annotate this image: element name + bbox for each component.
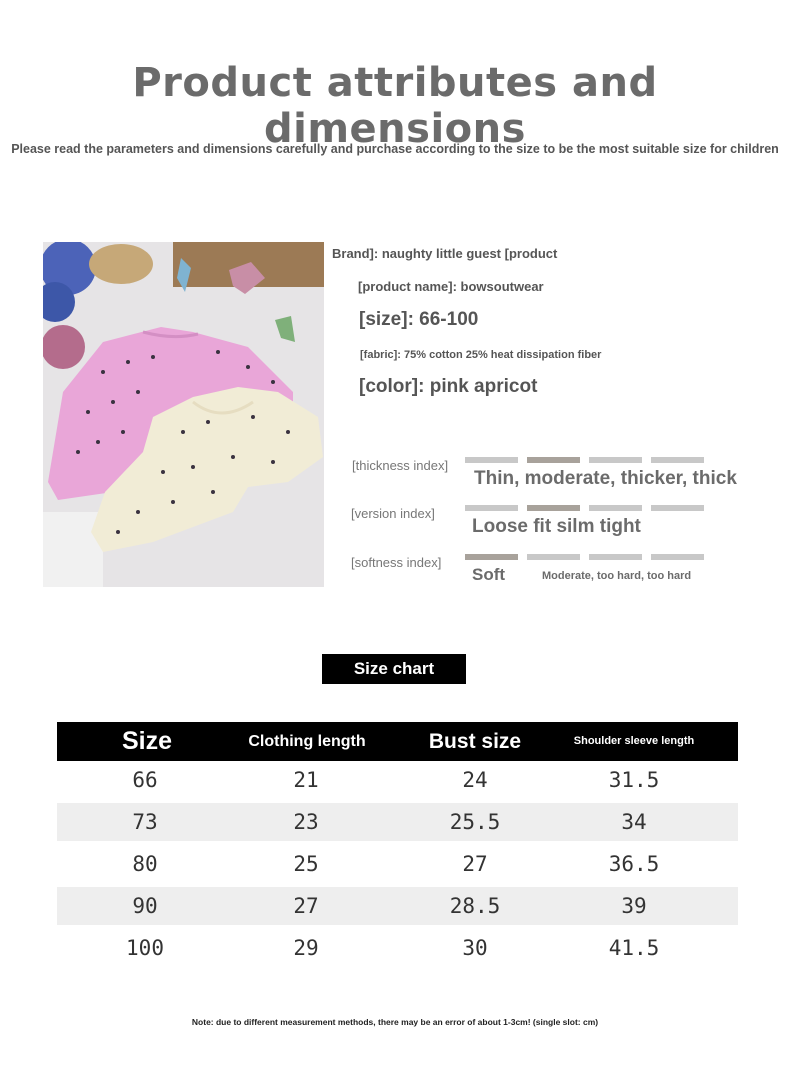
cell-clothing-length: 25: [293, 852, 319, 876]
header-clothing-length: Clothing length: [248, 733, 366, 750]
cell-bust-size: 28.5: [449, 894, 501, 918]
cell-size: 66: [132, 768, 158, 792]
softness-index-secondary: Moderate, too hard, too hard: [542, 570, 692, 582]
cell-shoulder-sleeve: 34: [621, 810, 647, 834]
cell-clothing-length: 27: [293, 894, 319, 918]
cell-bust-size: 24: [462, 768, 488, 792]
cardigan-illustration: [43, 242, 324, 587]
table-row: [57, 803, 738, 841]
cell-bust-size: 27: [462, 852, 488, 876]
table-row: [57, 845, 738, 883]
cell-size: 100: [126, 936, 164, 960]
size-table-header: [57, 722, 738, 761]
page-title: Product attributes and dimensions: [132, 60, 658, 152]
version-bar-4: [651, 505, 704, 511]
softness-bar-2: [527, 554, 580, 560]
cell-clothing-length: 29: [293, 936, 319, 960]
thickness-bar-4: [651, 457, 704, 463]
table-row: [57, 887, 738, 925]
cell-size: 90: [132, 894, 158, 918]
cell-clothing-length: 21: [293, 768, 319, 792]
softness-bar-1: [465, 554, 518, 560]
version-bar-3: [589, 505, 642, 511]
softness-bar-3: [589, 554, 642, 560]
softness-index-label: [softness index]: [351, 555, 442, 570]
table-row: [57, 929, 738, 967]
version-index-label: [version index]: [351, 506, 435, 521]
softness-index-text: Soft: [472, 565, 506, 584]
header-shoulder-sleeve-length: Shoulder sleeve length: [573, 735, 695, 747]
thickness-index-label: [thickness index]: [352, 458, 449, 473]
page-subtitle: Please read the parameters and dimensions carefully and purchase according to the size to be the most suitable size for children: [11, 142, 779, 156]
version-index-text: Loose fit silm tight: [472, 516, 641, 537]
attr-brand: Brand]: naughty little guest [product: [332, 246, 558, 261]
measurement-note: Note: due to different measurement methods, there may be an error of about 1-3cm! (single slot: cm): [191, 1017, 599, 1027]
size-chart-tag: Size chart: [322, 654, 466, 684]
thickness-bar-3: [589, 457, 642, 463]
cell-size: 73: [132, 810, 158, 834]
softness-bar-4: [651, 554, 704, 560]
cell-shoulder-sleeve: 39: [621, 894, 647, 918]
cell-shoulder-sleeve: 36.5: [608, 852, 660, 876]
size-table: [57, 722, 738, 967]
cell-size: 80: [132, 852, 158, 876]
version-bar-2: [527, 505, 580, 511]
version-bar-1: [465, 505, 518, 511]
thickness-bar-1: [465, 457, 518, 463]
thickness-index-text: Thin, moderate, thicker, thick: [474, 468, 737, 489]
cell-clothing-length: 23: [293, 810, 319, 834]
header-bust-size: Bust size: [428, 730, 522, 753]
cell-shoulder-sleeve: 41.5: [608, 936, 660, 960]
header-size: Size: [121, 727, 173, 755]
thickness-bar-2: [527, 457, 580, 463]
attr-fabric: [fabric]: 75% cotton 25% heat dissipation fiber: [360, 349, 602, 361]
cell-shoulder-sleeve: 31.5: [608, 768, 660, 792]
cell-bust-size: 30: [462, 936, 488, 960]
attr-color: [color]: pink apricot: [359, 376, 538, 397]
product-photo: [43, 242, 324, 587]
attr-size: [size]: 66-100: [359, 309, 479, 330]
table-row: [57, 761, 738, 799]
attr-product-name: [product name]: bowsoutwear: [358, 279, 544, 294]
cell-bust-size: 25.5: [449, 810, 501, 834]
